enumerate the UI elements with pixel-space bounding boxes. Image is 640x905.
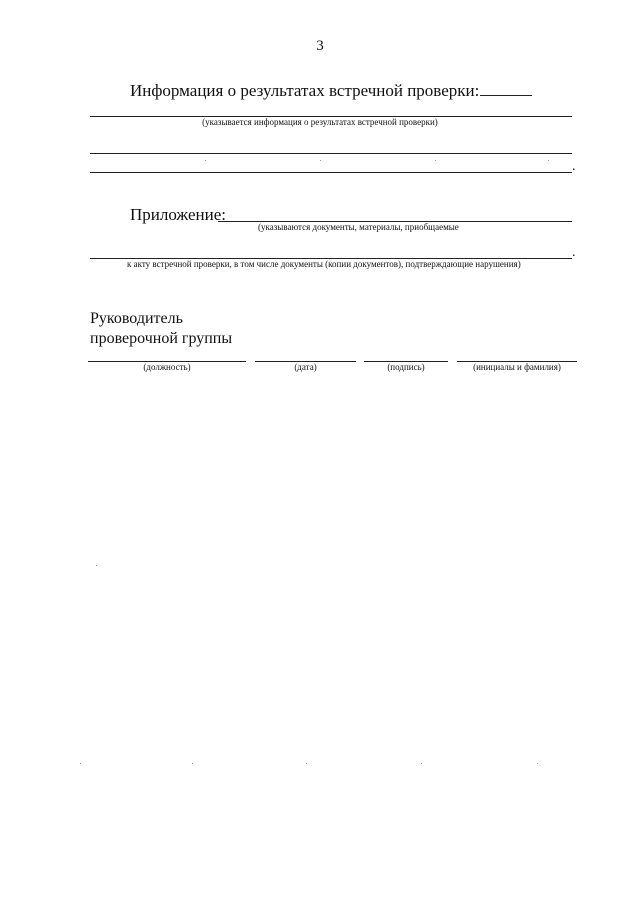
position-label: (должность)	[143, 362, 191, 372]
appendix-end-mark: .	[572, 245, 576, 260]
info-line-2	[90, 153, 572, 154]
scan-speck	[435, 160, 436, 161]
info-line-3	[90, 172, 572, 173]
info-heading-blank	[480, 81, 532, 96]
info-end-mark: .	[572, 159, 576, 174]
appendix-hint-1: (указываются документы, материалы, приобщаемые	[258, 222, 459, 232]
signatory-title-line-2: проверочной группы	[90, 330, 233, 347]
info-hint: (указывается информация о результатах встречной проверки)	[202, 117, 438, 127]
scan-speck	[96, 565, 97, 566]
scan-speck	[192, 763, 193, 764]
name-label: (инициалы и фамилия)	[473, 362, 561, 372]
scan-speck	[205, 160, 206, 161]
info-heading-text: Информация о результатах встречной проверки:	[130, 81, 480, 100]
page-number: 3	[316, 38, 324, 54]
info-heading	[130, 81, 532, 101]
scan-speck	[320, 160, 321, 161]
signature-label: (подпись)	[387, 362, 425, 372]
date-label: (дата)	[294, 362, 317, 372]
scan-speck	[80, 763, 81, 764]
scan-speck	[421, 763, 422, 764]
appendix-hint-2: к акту встречной проверки, в том числе документы (копии документов), подтверждающие нарушения)	[127, 259, 521, 269]
scan-speck	[548, 160, 549, 161]
scan-speck	[537, 763, 538, 764]
appendix-label: Приложение:	[130, 205, 226, 224]
signatory-title-line-1: Руководитель	[90, 310, 183, 327]
scan-speck	[306, 763, 307, 764]
